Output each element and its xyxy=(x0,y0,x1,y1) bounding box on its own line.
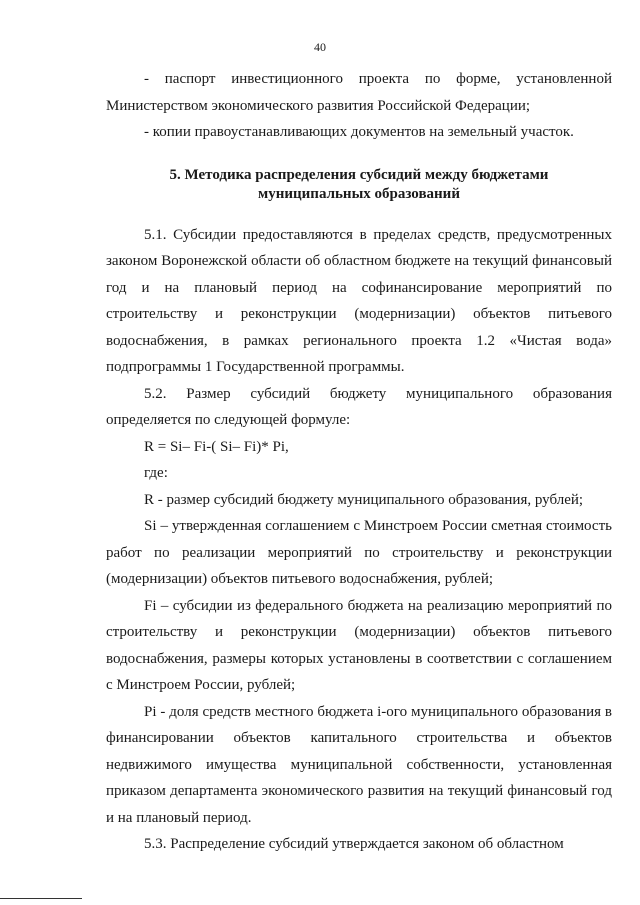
list-item-documents: - копии правоустанавливающих документов на земельный участок. xyxy=(144,124,574,140)
section-heading xyxy=(106,166,612,204)
definition-r: R - размер субсидий бюджету муниципального образования, рублей; xyxy=(144,491,584,508)
list-item-passport: - паспорт инвестиционного проекта по форме, установленной Министерством экономического развития Российской Федерации; xyxy=(106,71,612,114)
formula: R = Si– Fi-( Si– Fi)* Pi, xyxy=(144,438,289,455)
paragraph-5-3: 5.3. Распределение субсидий утверждается законом об областном xyxy=(144,836,564,852)
definition-fi: Fi – субсидии из федерального бюджета на реализацию мероприятий по строительству и реконструкции (модернизации) объектов питьевого водоснабжения, размеры которых установлены в соответствии с соглашением с Минстроем России, рублей; xyxy=(106,597,612,693)
page-number: 40 xyxy=(314,40,326,54)
definition-si: Si – утвержденная соглашением с Минстроем России сметная стоимость работ по реализации мероприятий по строительству и реконструкции (модернизации) объектов питьевого водоснабжения, рублей; xyxy=(106,518,612,587)
section-heading-line1: 5. Методика распределения субсидий между бюджетами xyxy=(169,166,549,183)
page-content xyxy=(106,66,612,858)
definition-pi: Pi - доля средств местного бюджета i-ого муниципального образования в финансировании объектов капитального строительства и объектов недвижимого имущества муниципальной собственности, установленная приказом департамента экономического развития на текущий финансовый год и на плановый период. xyxy=(106,703,612,826)
paragraph-5-1: 5.1. Субсидии предоставляются в пределах средств, предусмотренных законом Воронежской области об областном бюджете на текущий финансовый год и на плановый период на софинансирование мероприятий по строительству и реконструкции (модернизации) объектов питьевого водоснабжения, в рамках регионального проекта 1.2 «Чистая вода» подпрограммы 1 Государственной программы. xyxy=(106,226,612,375)
section-heading-line2: муниципальных образований xyxy=(258,185,460,202)
paragraph-5-2: 5.2. Размер субсидий бюджету муниципального образования определяется по следующей формуле: xyxy=(106,385,612,428)
where-label: где: xyxy=(144,465,168,481)
footnote-divider xyxy=(0,898,82,899)
